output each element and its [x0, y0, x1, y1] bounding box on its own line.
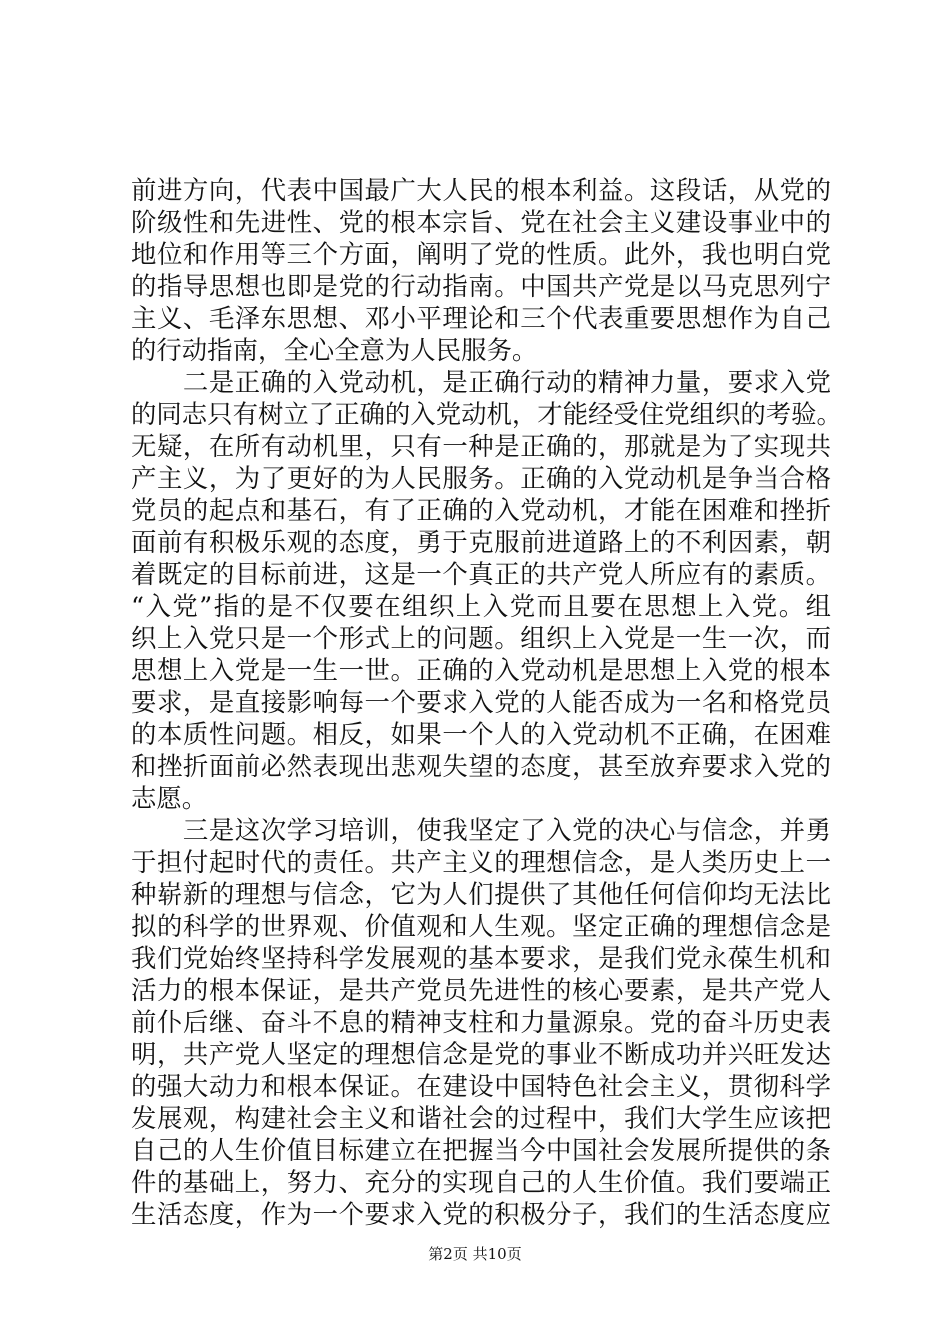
text-line: 志愿。: [131, 783, 208, 813]
text-line: 生活态度，作为一个要求入党的积极分子，我们的生活态度应: [131, 1199, 831, 1229]
page-footer: 第2页 共10页: [428, 1245, 522, 1263]
text-line: 活力的根本保证，是共产党员先进性的核心要素，是共产党人: [131, 975, 831, 1005]
text-line: 党员的起点和基石，有了正确的入党动机，才能在困难和挫折: [131, 495, 831, 525]
text-line: 二是正确的入党动机，是正确行动的精神力量，要求入党: [131, 367, 831, 397]
text-line: “入党”指的是不仅要在组织上入党而且要在思想上入党。组: [131, 591, 831, 621]
text-line: 思想上入党是一生一世。正确的入党动机是思想上入党的根本: [131, 655, 831, 685]
text-line: 前仆后继、奋斗不息的精神支柱和力量源泉。党的奋斗历史表: [131, 1007, 831, 1037]
text-line: 种崭新的理想与信念，它为人们提供了其他任何信仰均无法比: [131, 879, 831, 909]
text-line: 的行动指南，全心全意为人民服务。: [131, 335, 538, 365]
text-line: 和挫折面前必然表现出悲观失望的态度，甚至放弃要求入党的: [131, 751, 831, 781]
text-line: 的本质性问题。相反，如果一个人的入党动机不正确，在困难: [131, 719, 831, 749]
text-line: 织上入党只是一个形式上的问题。组织上入党是一生一次，而: [131, 623, 831, 653]
text-line: 于担付起时代的责任。共产主义的理想信念，是人类历史上一: [131, 847, 831, 877]
text-line: 产主义，为了更好的为人民服务。正确的入党动机是争当合格: [131, 463, 831, 493]
text-line: 面前有积极乐观的态度，勇于克服前进道路上的不利因素，朝: [131, 527, 831, 557]
text-line: 件的基础上，努力、充分的实现自己的人生价值。我们要端正: [131, 1167, 831, 1197]
text-line: 的指导思想也即是党的行动指南。中国共产党是以马克思列宁: [131, 271, 831, 301]
text-line: 我们党始终坚持科学发展观的基本要求，是我们党永葆生机和: [131, 943, 831, 973]
text-line: 前进方向，代表中国最广大人民的根本利益。这段话，从党的: [131, 175, 831, 205]
text-line: 发展观，构建社会主义和谐社会的过程中，我们大学生应该把: [131, 1103, 831, 1133]
text-line: 的强大动力和根本保证。在建设中国特色社会主义，贯彻科学: [131, 1071, 831, 1101]
text-line: 无疑，在所有动机里，只有一种是正确的，那就是为了实现共: [131, 431, 831, 461]
text-line: 着既定的目标前进，这是一个真正的共产党人所应有的素质。: [131, 559, 831, 589]
text-line: 阶级性和先进性、党的根本宗旨、党在社会主义建设事业中的: [131, 207, 831, 237]
text-line: 主义、毛泽东思想、邓小平理论和三个代表重要思想作为自己: [131, 303, 831, 333]
text-line: 的同志只有树立了正确的入党动机，才能经受住党组织的考验。: [131, 399, 842, 429]
text-line: 自己的人生价值目标建立在把握当今中国社会发展所提供的条: [131, 1135, 831, 1165]
body-text: [131, 174, 842, 1230]
text-line: 明，共产党人坚定的理想信念是党的事业不断成功并兴旺发达: [131, 1039, 831, 1069]
text-line: 要求，是直接影响每一个要求入党的人能否成为一名和格党员: [131, 687, 831, 717]
text-line: 拟的科学的世界观、价值观和人生观。坚定正确的理想信念是: [131, 911, 831, 941]
text-line: 地位和作用等三个方面，阐明了党的性质。此外，我也明白党: [131, 239, 831, 269]
text-line: 三是这次学习培训，使我坚定了入党的决心与信念，并勇: [131, 815, 831, 845]
